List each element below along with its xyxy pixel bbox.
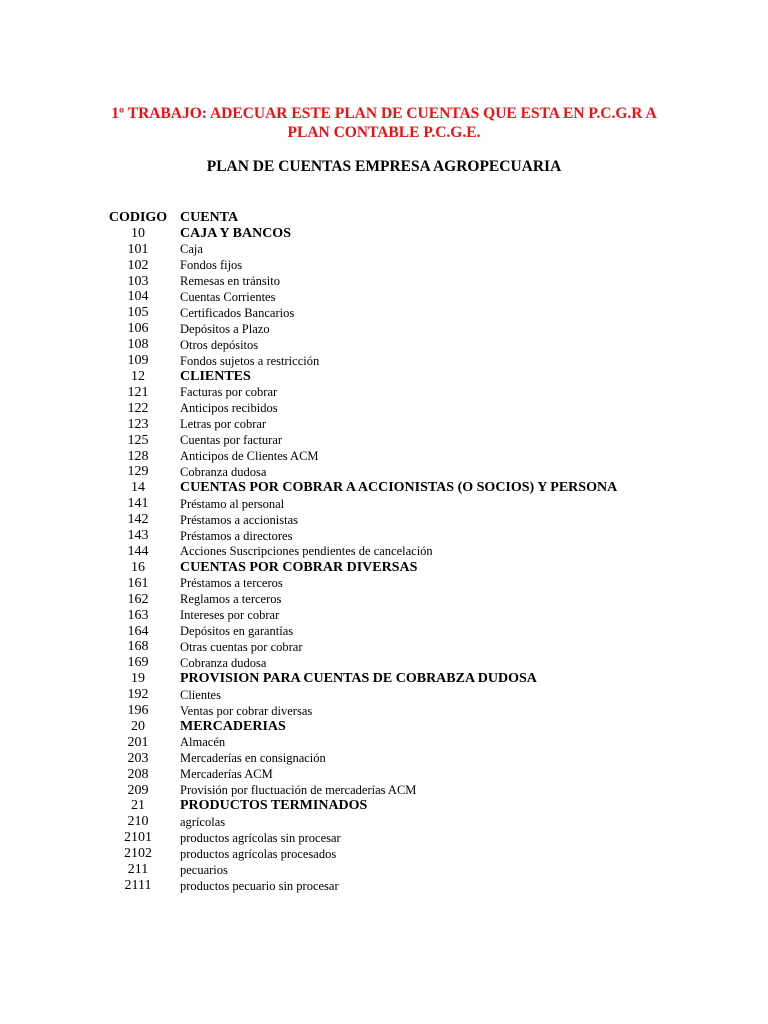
account-name: Préstamos a accionistas xyxy=(180,512,299,527)
table-row xyxy=(104,496,744,512)
account-code: 14 xyxy=(131,480,145,496)
account-name: agrícolas xyxy=(180,814,226,829)
account-name: Letras por cobrar xyxy=(180,417,267,432)
account-code: 21 xyxy=(131,798,145,814)
table-row xyxy=(104,703,744,719)
account-name: Mercaderías ACM xyxy=(180,767,273,782)
table-row xyxy=(104,783,744,799)
account-name: Remesas en tránsito xyxy=(180,274,280,289)
account-group-row xyxy=(104,719,744,735)
table-row xyxy=(104,751,744,767)
table-row xyxy=(104,846,744,862)
task-title-line-1: 1º TRABAJO: ADECUAR ESTE PLAN DE CUENTAS QUE ESTA EN P.C.G.R A xyxy=(111,105,657,122)
table-row xyxy=(104,401,744,417)
table-row xyxy=(104,305,744,321)
account-name: Cuentas por facturar xyxy=(180,433,283,448)
table-row xyxy=(104,258,744,274)
account-name: Otros depósitos xyxy=(180,337,259,352)
task-title xyxy=(84,104,684,142)
account-name: productos agrícolas sin procesar xyxy=(180,830,341,845)
table-row xyxy=(104,687,744,703)
account-code: 163 xyxy=(127,607,149,623)
account-code: 122 xyxy=(127,400,149,416)
account-name: MERCADERIAS xyxy=(180,718,286,734)
account-code: 102 xyxy=(127,257,149,273)
account-name: productos agrícolas procesados xyxy=(180,846,337,861)
table-row xyxy=(104,592,744,608)
account-name: Depósitos a Plazo xyxy=(180,321,270,336)
account-name: Ventas por cobrar diversas xyxy=(180,703,313,718)
table-row xyxy=(104,624,744,640)
account-name: CUENTAS POR COBRAR DIVERSAS xyxy=(180,559,418,575)
account-name: Préstamos a terceros xyxy=(180,576,283,591)
account-code: 128 xyxy=(127,448,149,464)
account-code: 10 xyxy=(131,225,145,241)
account-name: productos pecuario sin procesar xyxy=(180,878,339,893)
table-row xyxy=(104,321,744,337)
account-code: 196 xyxy=(127,703,149,719)
account-name: PRODUCTOS TERMINADOS xyxy=(180,798,368,814)
account-code: 141 xyxy=(127,496,149,512)
account-group-row xyxy=(104,369,744,385)
table-row xyxy=(104,465,744,481)
account-code: 125 xyxy=(127,432,149,448)
account-name: Intereses por cobrar xyxy=(180,608,280,623)
account-code: 109 xyxy=(127,353,149,369)
table-row xyxy=(104,814,744,830)
account-name: Reglamos a terceros xyxy=(180,592,282,607)
table-row xyxy=(104,353,744,369)
account-code: 143 xyxy=(127,528,149,544)
account-name: Otras cuentas por cobrar xyxy=(180,639,303,654)
table-header-row xyxy=(104,210,744,226)
account-name: Anticipos recibidos xyxy=(180,401,278,416)
account-code: 142 xyxy=(127,512,149,528)
account-name: Cuentas Corrientes xyxy=(180,289,276,304)
account-group-row xyxy=(104,671,744,687)
account-name: Depósitos en garantías xyxy=(180,624,294,639)
table-row xyxy=(104,385,744,401)
table-row xyxy=(104,512,744,528)
table-row xyxy=(104,655,744,671)
account-name: Mercaderías en consignación xyxy=(180,751,326,766)
account-code: 2101 xyxy=(124,830,152,846)
table-row xyxy=(104,242,744,258)
account-code: 208 xyxy=(127,766,149,782)
account-code: 16 xyxy=(131,559,145,575)
table-row xyxy=(104,608,744,624)
account-code: 161 xyxy=(127,575,149,591)
account-code: 164 xyxy=(127,623,149,639)
table-row xyxy=(104,528,744,544)
account-name: Cobranza dudosa xyxy=(180,655,267,670)
table-row xyxy=(104,337,744,353)
account-code: 103 xyxy=(127,273,149,289)
account-name: Facturas por cobrar xyxy=(180,385,278,400)
account-group-row xyxy=(104,799,744,815)
account-name: CAJA Y BANCOS xyxy=(180,225,291,241)
table-row xyxy=(104,639,744,655)
account-code: 129 xyxy=(127,464,149,480)
account-code: 104 xyxy=(127,289,149,305)
account-code: 12 xyxy=(131,369,145,385)
account-group-row xyxy=(104,226,744,242)
account-name: pecuarios xyxy=(180,862,228,877)
table-row xyxy=(104,449,744,465)
table-row xyxy=(104,830,744,846)
account-code: 2111 xyxy=(124,878,152,894)
account-code: 210 xyxy=(127,814,149,830)
account-name: Fondos fijos xyxy=(180,258,243,273)
table-row xyxy=(104,433,744,449)
account-code: 192 xyxy=(127,687,149,703)
table-row xyxy=(104,862,744,878)
document-title: PLAN DE CUENTAS EMPRESA AGROPECUARIA xyxy=(206,158,562,175)
account-code: 201 xyxy=(127,734,149,750)
table-body xyxy=(104,226,744,894)
account-name: CUENTAS POR COBRAR A ACCIONISTAS (O SOCIOS) Y PERSONA xyxy=(180,480,618,496)
table-row xyxy=(104,576,744,592)
account-group-row xyxy=(104,480,744,496)
table-row xyxy=(104,290,744,306)
account-code: 19 xyxy=(131,671,145,687)
account-name: CLIENTES xyxy=(180,369,251,385)
account-name: PROVISION PARA CUENTAS DE COBRABZA DUDOSA xyxy=(180,671,537,687)
account-name: Acciones Suscripciones pendientes de cancelación xyxy=(180,544,433,559)
account-name: Almacén xyxy=(180,735,226,750)
account-code: 169 xyxy=(127,655,149,671)
table-row xyxy=(104,417,744,433)
account-code: 211 xyxy=(127,862,149,878)
table-row xyxy=(104,767,744,783)
account-name: Fondos sujetos a restricción xyxy=(180,353,320,368)
account-name: Caja xyxy=(180,242,203,257)
account-name: Cobranza dudosa xyxy=(180,464,267,479)
account-code: 123 xyxy=(127,416,149,432)
account-code: 121 xyxy=(127,384,149,400)
table-row xyxy=(104,274,744,290)
header-code: CODIGO xyxy=(108,209,168,225)
account-name: Certificados Bancarios xyxy=(180,305,295,320)
task-title-line-2: PLAN CONTABLE P.C.G.E. xyxy=(287,124,481,141)
account-code: 144 xyxy=(127,543,149,559)
account-name: Provisión por fluctuación de mercaderías ACM xyxy=(180,783,417,798)
account-name: Préstamo al personal xyxy=(180,496,285,511)
table-row xyxy=(104,544,744,560)
account-group-row xyxy=(104,560,744,576)
account-code: 168 xyxy=(127,639,149,655)
account-name: Clientes xyxy=(180,687,221,702)
header-name: CUENTA xyxy=(180,209,239,225)
account-code: 20 xyxy=(131,718,145,734)
account-code: 101 xyxy=(127,241,149,257)
table-row xyxy=(104,735,744,751)
account-code: 106 xyxy=(127,321,149,337)
table-row xyxy=(104,878,744,894)
accounts-table xyxy=(104,210,744,894)
account-code: 209 xyxy=(127,782,149,798)
account-name: Anticipos de Clientes ACM xyxy=(180,449,319,464)
account-code: 105 xyxy=(127,305,149,321)
account-code: 2102 xyxy=(124,846,152,862)
account-code: 108 xyxy=(127,337,149,353)
account-name: Préstamos a directores xyxy=(180,528,293,543)
account-code: 162 xyxy=(127,591,149,607)
account-code: 203 xyxy=(127,750,149,766)
